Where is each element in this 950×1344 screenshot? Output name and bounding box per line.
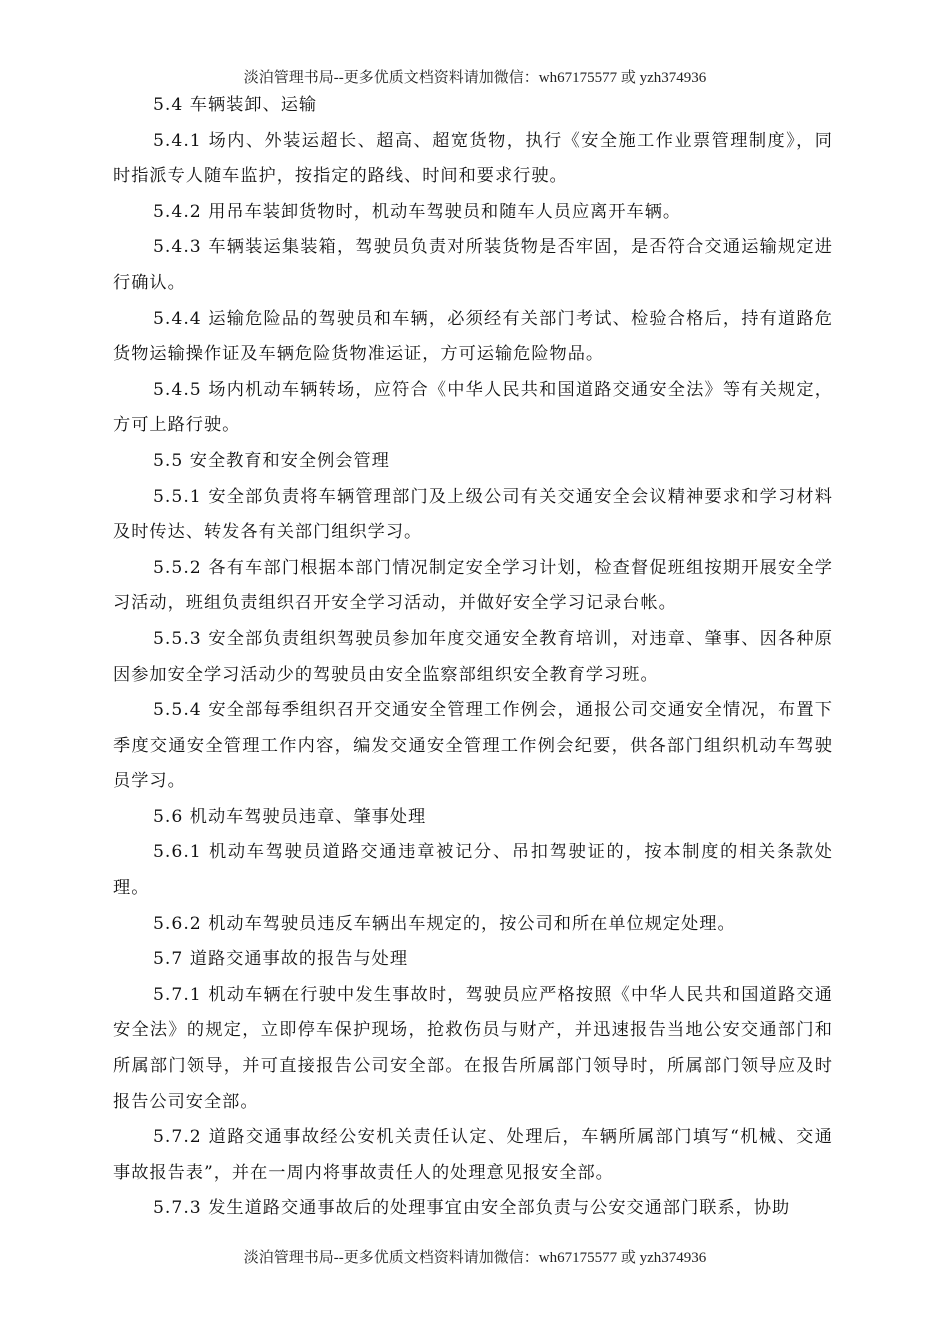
clause-paragraph: 5.7.1 机动车辆在行驶中发生事故时，驾驶员应严格按照《中华人民共和国道路交通安全法》的规定，立即停车保护现场，抢救伤员与财产，并迅速报告当地公安交通部门和所属部门领导，并可直接报告公司安全部。在报告所属部门领导时，所属部门领导应及时报告公司安全部。 <box>113 984 833 1112</box>
section-heading: 5.5 安全教育和安全例会管理 <box>153 450 390 471</box>
section-heading: 5.4 车辆装卸、运输 <box>153 95 318 115</box>
clause-paragraph: 5.7.2 道路交通事故经公安机关责任认定、处理后，车辆所属部门填写“机械、交通事故报告表”，并在一周内将事故责任人的处理意见报安全部。 <box>113 1127 833 1183</box>
clause-paragraph: 5.4.5 场内机动车辆转场，应符合《中华人民共和国道路交通安全法》等有关规定，方可上路行驶。 <box>113 379 833 436</box>
header-watermark: 淡泊管理书局--更多优质文档资料请加微信：wh67175577 或 yzh374936 <box>243 70 707 86</box>
clause-paragraph: 5.7.3 发生道路交通事故后的处理事宜由安全部负责与公安交通部门联系，协助 <box>153 1198 791 1219</box>
clause-paragraph: 5.6.2 机动车驾驶员违反车辆出车规定的，按公司和所在单位规定处理。 <box>153 913 736 934</box>
clause-paragraph: 5.5.1 安全部负责将车辆管理部门及上级公司有关交通安全会议精神要求和学习材料及时传达、转发各有关部门组织学习。 <box>113 486 833 543</box>
clause-paragraph: 5.5.3 安全部负责组织驾驶员参加年度交通安全教育培训，对违章、肇事、因各种原因参加安全学习活动少的驾驶员由安全监察部组织安全教育学习班。 <box>113 628 833 685</box>
clause-paragraph: 5.4.3 车辆装运集装箱，驾驶员负责对所装货物是否牢固，是否符合交通运输规定进行确认。 <box>113 237 833 293</box>
clause-paragraph: 5.5.2 各有车部门根据本部门情况制定安全学习计划，检查督促班组按期开展安全学习活动，班组负责组织召开安全学习活动，并做好安全学习记录台帐。 <box>113 557 833 614</box>
footer-watermark: 淡泊管理书局--更多优质文档资料请加微信：wh67175577 或 yzh374936 <box>243 1250 707 1266</box>
clause-paragraph: 5.4.1 场内、外装运超长、超高、超宽货物，执行《安全施工作业票管理制度》，同时指派专人随车监护，按指定的路线、时间和要求行驶。 <box>113 130 833 187</box>
clause-paragraph: 5.4.4 运输危险品的驾驶员和车辆，必须经有关部门考试、检验合格后，持有道路危货物运输操作证及车辆危险货物准运证，方可运输危险物品。 <box>113 308 833 365</box>
section-heading: 5.6 机动车驾驶员违章、肇事处理 <box>153 806 427 827</box>
clause-paragraph: 5.6.1 机动车驾驶员道路交通违章被记分、吊扣驾驶证的，按本制度的相关条款处理。 <box>113 842 833 899</box>
clause-paragraph: 5.5.4 安全部每季组织召开交通安全管理工作例会，通报公司交通安全情况，布置下季度交通安全管理工作内容，编发交通安全管理工作例会纪要，供各部门组织机动车驾驶员学习。 <box>113 700 833 792</box>
document-body <box>113 88 833 1227</box>
section-heading: 5.7 道路交通事故的报告与处理 <box>153 949 409 970</box>
clause-paragraph: 5.4.2 用吊车装卸货物时，机动车驾驶员和随车人员应离开车辆。 <box>153 201 682 222</box>
